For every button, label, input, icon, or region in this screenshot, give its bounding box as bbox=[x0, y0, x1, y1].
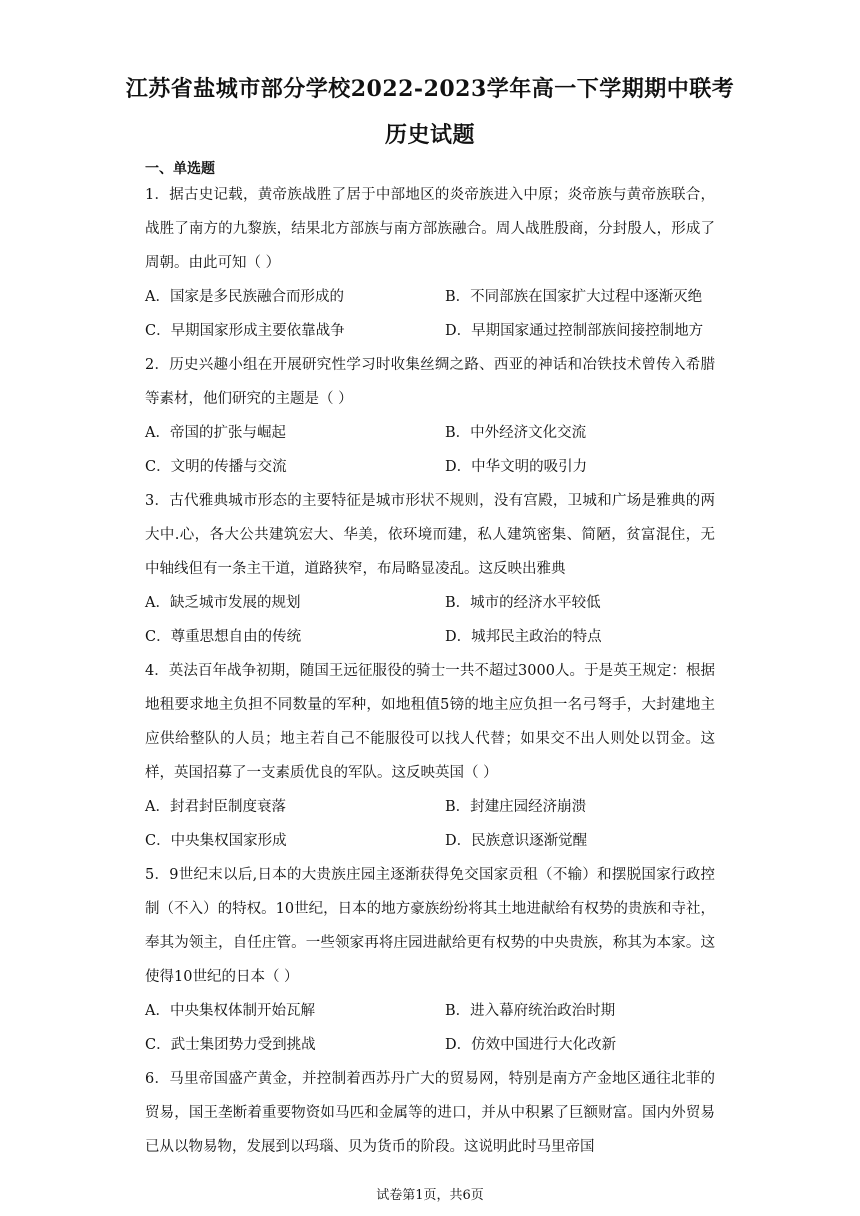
option-b: B．中外经济文化交流 bbox=[445, 425, 587, 441]
option-a: A．国家是多民族融合而形成的 bbox=[145, 289, 344, 305]
question-stem: 1．据古史记载，黄帝族战胜了居于中部地区的炎帝族进入中原；炎帝族与黄帝族联合，战胜了南方的九黎族，结果北方部族与南方部族融合。周人战胜殷商，分封殷人，形成了周朝。由此可知（ ） bbox=[145, 187, 715, 271]
question-3 bbox=[145, 484, 715, 654]
question-6 bbox=[145, 1062, 715, 1164]
option-a: A．中央集权体制开始瓦解 bbox=[145, 1003, 315, 1019]
option-b: B．城市的经济水平较低 bbox=[445, 595, 601, 611]
question-stem: 2．历史兴趣小组在开展研究性学习时收集丝绸之路、西亚的神话和冶铁技术曾传入希腊等素材，他们研究的主题是（ ） bbox=[145, 357, 715, 407]
question-1 bbox=[145, 178, 715, 348]
option-c: C．尊重思想自由的传统 bbox=[145, 629, 302, 645]
question-stem: 6．马里帝国盛产黄金，并控制着西苏丹广大的贸易网，特别是南方产金地区通往北菲的贸易，国王垄断着重要物资如马匹和金属等的进口，并从中积累了巨额财富。国内外贸易已从以物易物，发展到以玛瑙、贝为货币的阶段。这说明此时马里帝国 bbox=[145, 1071, 715, 1155]
question-5 bbox=[145, 858, 715, 1062]
question-stem: 5．9世纪末以后,日本的大贵族庄园主逐渐获得免交国家贡租（不输）和摆脱国家行政控制（不入）的特权。10世纪，日本的地方豪族纷纷将其土地进献给有权势的贵族和寺社，奉其为领主，自任庄管。一些领家再将庄园进献给更有权势的中央贵族，称其为本家。这使得10世纪的日本（ ） bbox=[145, 867, 715, 985]
question-stem: 4．英法百年战争初期，随国王远征服役的骑士一共不超过3000人。于是英王规定：根据地租要求地主负担不同数量的军种，如地租值5镑的地主应负担一名弓弩手，大封建地主应供给整队的人员；地主若自己不能服役可以找人代替；如果交不出人则处以罚金。这样，英国招募了一支素质优良的军队。这反映英国（ ） bbox=[145, 663, 715, 781]
exam-title: 江苏省盐城市部分学校2022-2023学年高一下学期期中联考 bbox=[125, 76, 735, 102]
section-heading: 一、单选题 bbox=[145, 161, 215, 177]
option-d: D．中华文明的吸引力 bbox=[445, 459, 588, 475]
option-d: D．早期国家通过控制部族间接控制地方 bbox=[445, 323, 704, 339]
option-d: D．仿效中国进行大化改新 bbox=[445, 1037, 617, 1053]
option-b: B．进入幕府统治政治时期 bbox=[445, 1003, 616, 1019]
option-c: C．早期国家形成主要依靠战争 bbox=[145, 323, 345, 339]
question-4 bbox=[145, 654, 715, 858]
option-c: C．中央集权国家形成 bbox=[145, 833, 287, 849]
option-b: B．不同部族在国家扩大过程中逐渐灭绝 bbox=[445, 289, 703, 305]
option-a: A．封君封臣制度衰落 bbox=[145, 799, 286, 815]
option-c: C．武士集团势力受到挑战 bbox=[145, 1037, 316, 1053]
question-stem: 3．古代雅典城市形态的主要特征是城市形状不规则，没有宫殿，卫城和广场是雅典的两大中.心，各大公共建筑宏大、华美，依环境而建，私人建筑密集、简陋，贫富混住，无中轴线但有一条主干道，道路狭窄，布局略显凌乱。这反映出雅典 bbox=[145, 493, 715, 577]
option-a: A．缺乏城市发展的规划 bbox=[145, 595, 301, 611]
option-c: C．文明的传播与交流 bbox=[145, 459, 287, 475]
option-b: B．封建庄园经济崩溃 bbox=[445, 799, 587, 815]
option-d: D．城邦民主政治的特点 bbox=[445, 629, 602, 645]
option-a: A．帝国的扩张与崛起 bbox=[145, 425, 286, 441]
question-list bbox=[145, 178, 715, 1164]
option-d: D．民族意识逐渐觉醒 bbox=[445, 833, 588, 849]
question-2 bbox=[145, 348, 715, 484]
page-footer: 试卷第1页，共6页 bbox=[376, 1188, 484, 1203]
exam-subtitle: 历史试题 bbox=[384, 122, 475, 148]
